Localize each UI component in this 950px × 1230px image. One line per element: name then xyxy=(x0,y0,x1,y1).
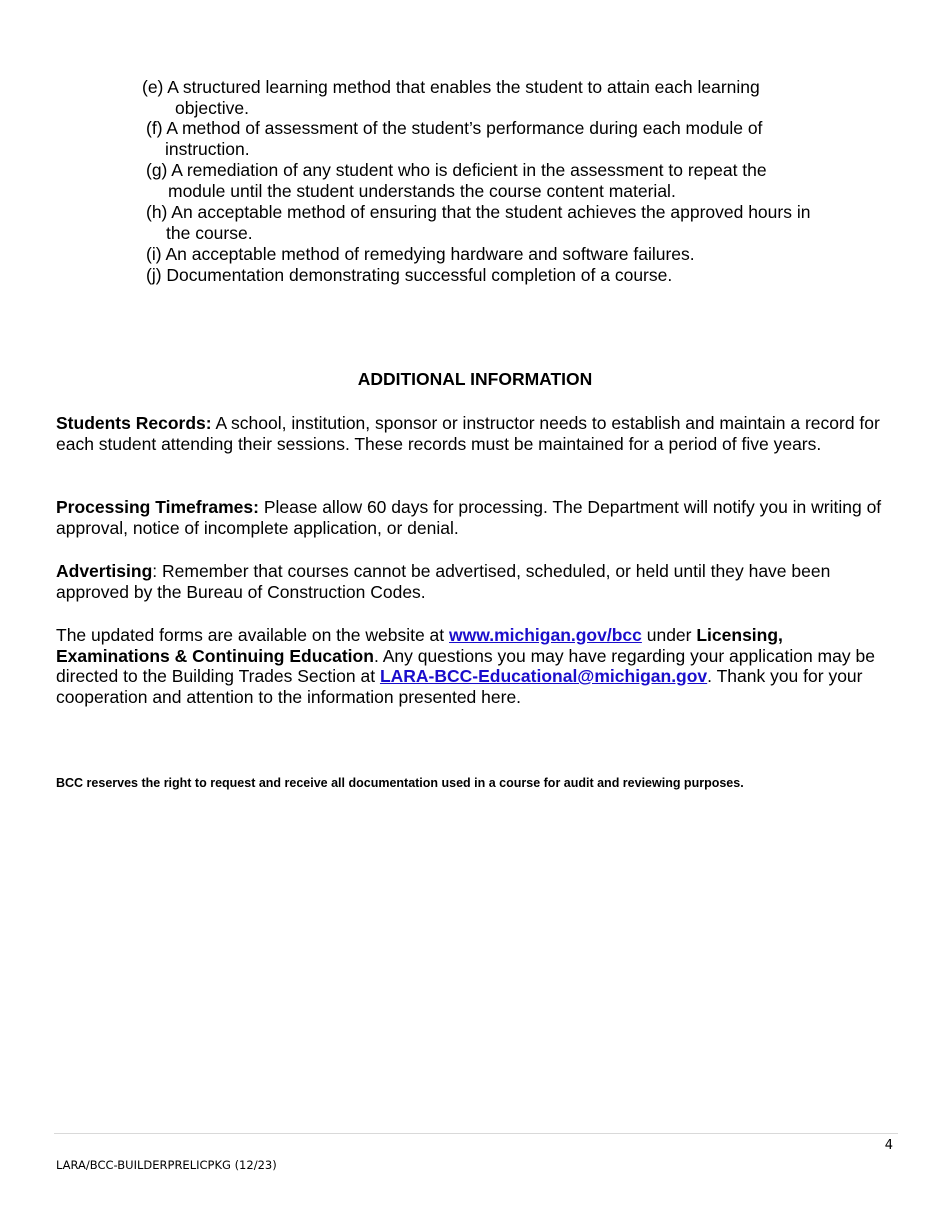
list-item-e xyxy=(142,77,760,119)
processing-paragraph xyxy=(56,497,896,538)
page-number: 4 xyxy=(884,1138,893,1153)
list-item-j-line1: (j) Documentation demonstrating successful completion of a course. xyxy=(146,265,673,285)
list-item-f-line2: instruction. xyxy=(165,139,250,159)
list-item-g-line2: module until the student understands the course content material. xyxy=(168,181,676,201)
advertising-label: Advertising xyxy=(56,561,153,581)
advertising-text: : Remember that courses cannot be advertised, scheduled, or held until they have been approved by the Bureau of Construction Codes. xyxy=(56,561,831,602)
processing-text: Please allow 60 days for processing. The Department will notify you in writing of approval, notice of incomplete application, or denial. xyxy=(56,497,882,538)
audit-note: BCC reserves the right to request and receive all documentation used in a course for audit and reviewing purposes. xyxy=(56,776,744,790)
form-code: LARA/BCC-BUILDERPRELICPKG (12/23) xyxy=(56,1158,277,1172)
forms-text-3: . Any questions you may have regarding your application may be directed to the Building Trades Section at xyxy=(56,645,875,686)
processing-label: Processing Timeframes: xyxy=(56,497,259,517)
list-item-j xyxy=(146,265,672,286)
forms-section-name: Licensing, Examinations & Continuing Education xyxy=(56,625,783,666)
list-item-g xyxy=(146,160,767,202)
list-item-i xyxy=(146,244,695,265)
list-item-f-line1: (f) A method of assessment of the student’s performance during each module of xyxy=(146,118,763,138)
list-item-i-line1: (i) An acceptable method of remedying hardware and software failures. xyxy=(146,244,695,264)
forms-text-2: under xyxy=(641,625,697,645)
list-item-h-line1: (h) An acceptable method of ensuring that the student achieves the approved hours in xyxy=(146,202,811,222)
forms-text-4: . Thank you for your cooperation and attention to the information presented here. xyxy=(56,666,863,707)
list-item-e-line1: (e) A structured learning method that enables the student to attain each learning xyxy=(142,77,760,97)
email-link[interactable]: LARA-BCC-Educational@michigan.gov xyxy=(379,666,708,686)
forms-paragraph xyxy=(56,625,896,707)
list-item-f xyxy=(146,118,762,160)
student-records-label: Students Records: xyxy=(56,413,212,433)
student-records-paragraph xyxy=(56,413,896,454)
student-records-text: A school, institution, sponsor or instructor needs to establish and maintain a record for each student attending their sessions. These records must be maintained for a period of five years. xyxy=(56,413,880,454)
website-link[interactable]: www.michigan.gov/bcc xyxy=(449,625,642,645)
list-item-e-line2: objective. xyxy=(175,98,249,118)
forms-text-1: The updated forms are available on the website at xyxy=(56,625,450,645)
list-item-h xyxy=(146,202,810,244)
list-item-g-line1: (g) A remediation of any student who is deficient in the assessment to repeat the xyxy=(146,160,767,180)
section-heading: ADDITIONAL INFORMATION xyxy=(357,369,593,389)
list-item-h-line2: the course. xyxy=(166,223,253,243)
footer-divider xyxy=(54,1133,898,1134)
advertising-paragraph xyxy=(56,561,896,602)
